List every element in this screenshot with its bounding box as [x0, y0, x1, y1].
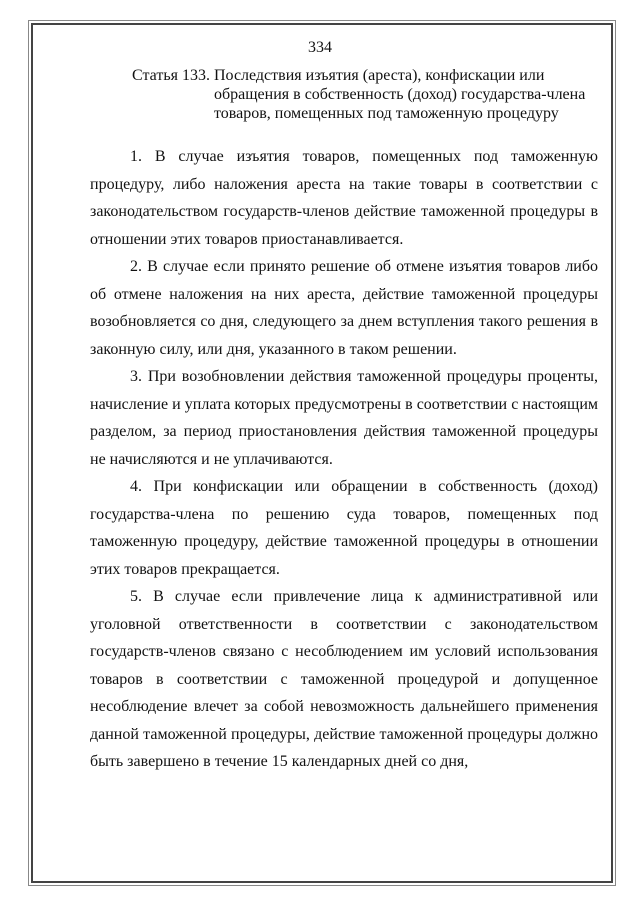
paragraph-5: 5. В случае если привлечение лица к административной или уголовной ответственности в соответствии с законодательством государств-членов связано с несоблюдением им условий использования товаров в соответствии с таможенной процедурой и допущенное несоблюдение влечет за собой невозможность дальнейшего применения данной таможенной процедуры, действие таможенной процедуры должно быть завершено в течение 15 календарных дней со дня,	[90, 588, 598, 770]
article-heading	[132, 66, 602, 123]
paragraph-2: 2. В случае если принято решение об отмене изъятия товаров либо об отмене наложения на них ареста, действие таможенной процедуры возобновляется со дня, следующего за днем вступления такого решения в законную силу, или дня, указанного в таком решении.	[90, 258, 598, 358]
article-title: Последствия изъятия (ареста), конфискации или обращения в собственность (доход) государства-члена товаров, помещенных под таможенную процедуру	[213, 67, 586, 122]
page-number: 334	[308, 39, 332, 56]
paragraph-1: 1. В случае изъятия товаров, помещенных под таможенную процедуру, либо наложения ареста на такие товары в соответствии с законодательством государств-членов действие таможенной процедуры в отношении этих товаров приостанавливается.	[90, 148, 598, 248]
article-number: Статья 133.	[132, 67, 210, 84]
article-body	[90, 143, 598, 776]
paragraph-3: 3. При возобновлении действия таможенной процедуры проценты, начисление и уплата которых предусмотрены в соответствии с настоящим разделом, за период приостановления действия таможенной процедуры не начисляются и не уплачиваются.	[90, 368, 598, 468]
paragraph-4: 4. При конфискации или обращении в собственность (доход) государства-члена по решению суда товаров, помещенных под таможенную процедуру, действие таможенной процедуры в отношении этих товаров прекращается.	[90, 478, 598, 578]
